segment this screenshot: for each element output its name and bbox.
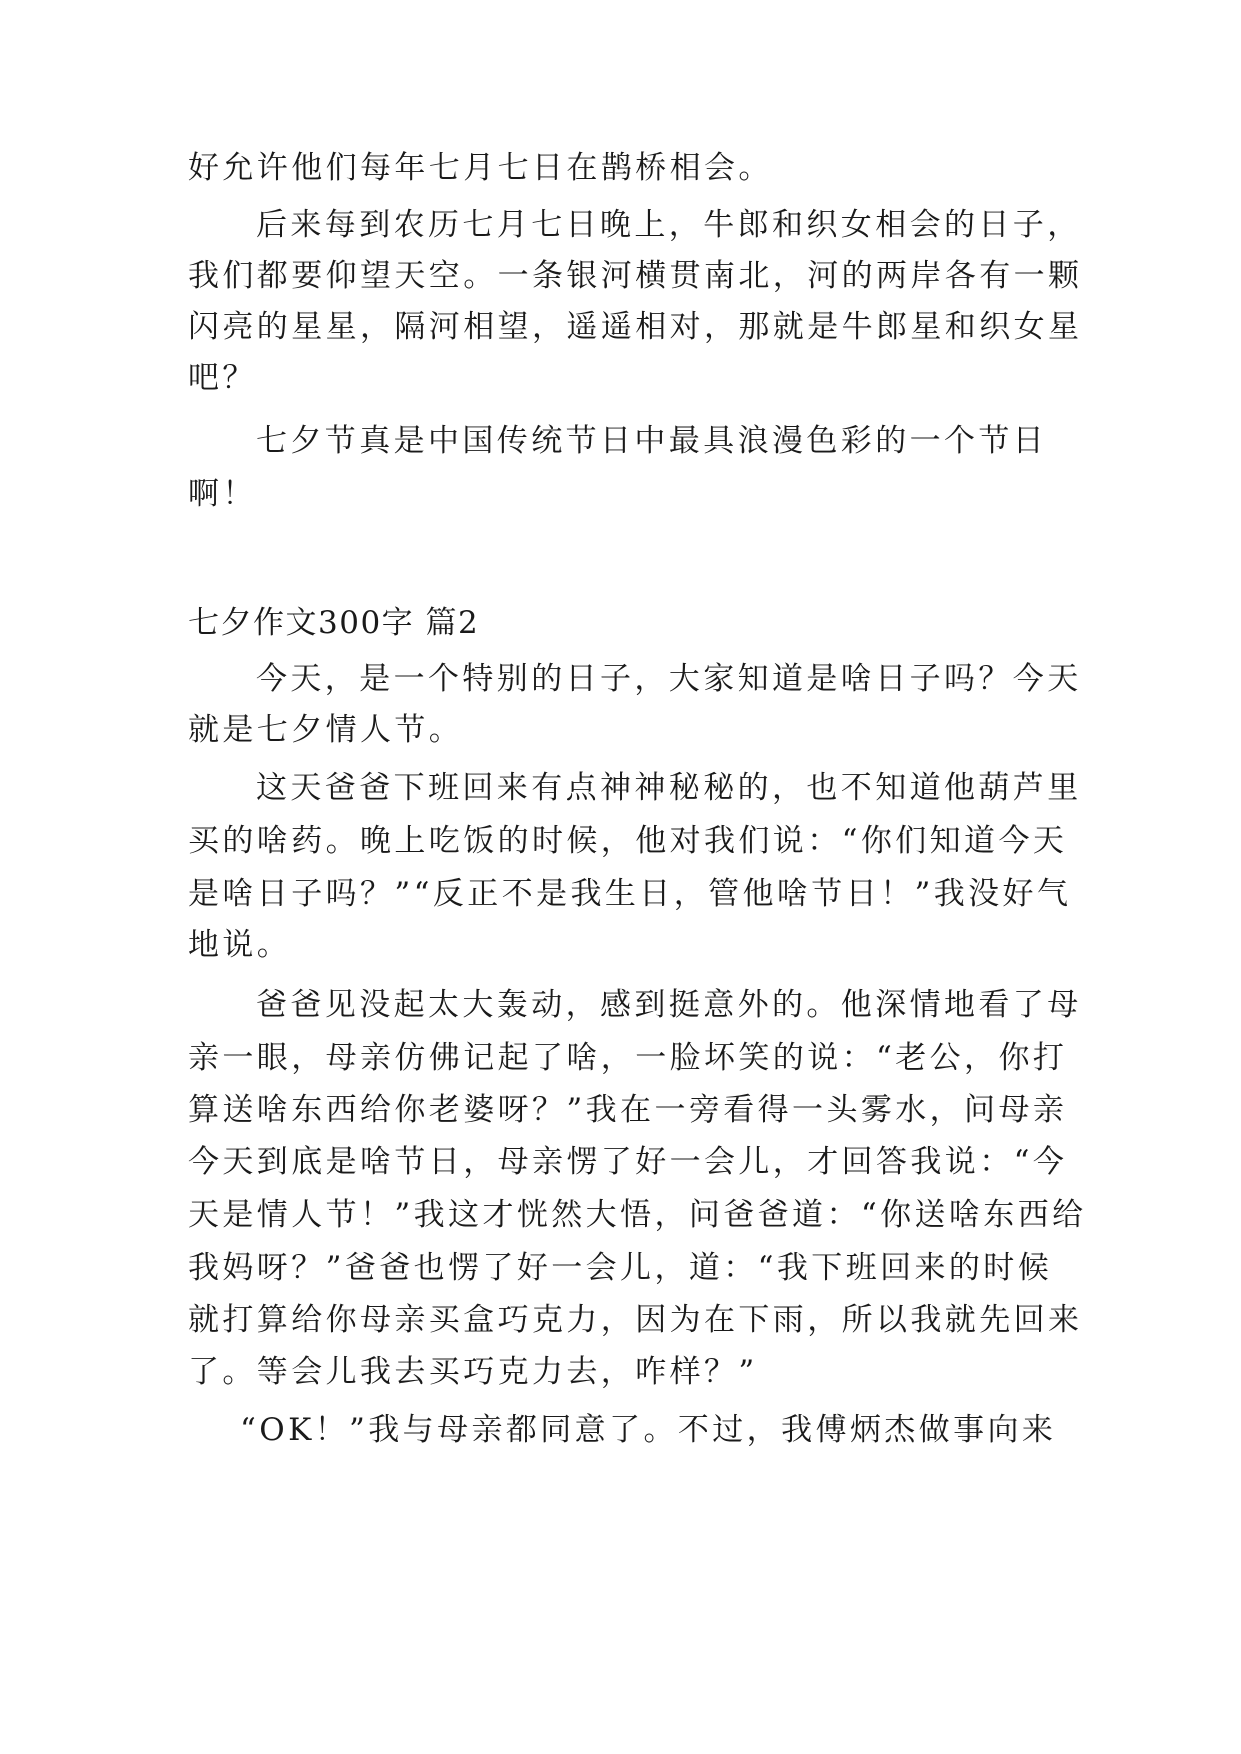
paragraph-first-line: 七夕节真是中国传统节日中最具浪漫色彩的一个节日: [256, 423, 1048, 459]
paragraph-first-line: 这天爸爸下班回来有点神神秘秘的，也不知道他葫芦里: [256, 770, 1082, 806]
text-line: 买的啥药。晚上吃饭的时候，他对我们说：“你们知道今天: [188, 823, 1068, 859]
text-line: 算送啥东西给你老婆呀？”我在一旁看得一头雾水，问母亲: [188, 1092, 1068, 1128]
paragraph-first-line: 后来每到农历七月七日晚上，牛郎和织女相会的日子，: [256, 207, 1082, 243]
text-line: 地说。: [188, 927, 292, 963]
paragraph-first-line: 今天，是一个特别的日子，大家知道是啥日子吗？今天: [256, 661, 1082, 697]
paragraph-first-line: 爸爸见没起太大轰动，感到挺意外的。他深情地看了母: [256, 987, 1082, 1023]
paragraph-first-line: “OK！”我与母亲都同意了。不过，我傅炳杰做事向来: [240, 1412, 1057, 1448]
text-line: 啊！: [188, 476, 257, 512]
text-line: 今天到底是啥节日，母亲愣了好一会儿，才回答我说：“今: [188, 1144, 1068, 1180]
text-line: 天是情人节！”我这才恍然大悟，问爸爸道：“你送啥东西给: [188, 1197, 1087, 1233]
text-line: 就打算给你母亲买盒巧克力，因为在下雨，所以我就先回来: [188, 1302, 1083, 1338]
text-line: 吧？: [188, 360, 257, 396]
text-line: 了。等会儿我去买巧克力去，咋样？”: [188, 1354, 758, 1390]
text-line: 是啥日子吗？”“反正不是我生日，管他啥节日！”我没好气: [188, 876, 1072, 912]
text-line: 闪亮的星星，隔河相望，遥遥相对，那就是牛郎星和织女星: [188, 309, 1083, 345]
text-line: 我们都要仰望天空。一条银河横贯南北，河的两岸各有一颗: [188, 258, 1083, 294]
text-line: 我妈呀？”爸爸也愣了好一会儿，道：“我下班回来的时候: [188, 1250, 1053, 1286]
text-line: 亲一眼，母亲仿佛记起了啥，一脸坏笑的说：“老公，你打: [188, 1040, 1068, 1076]
text-line: 好允许他们每年七月七日在鹊桥相会。: [188, 150, 773, 186]
section-heading: 七夕作文300字 篇2: [188, 605, 480, 641]
text-line: 就是七夕情人节。: [188, 712, 464, 748]
